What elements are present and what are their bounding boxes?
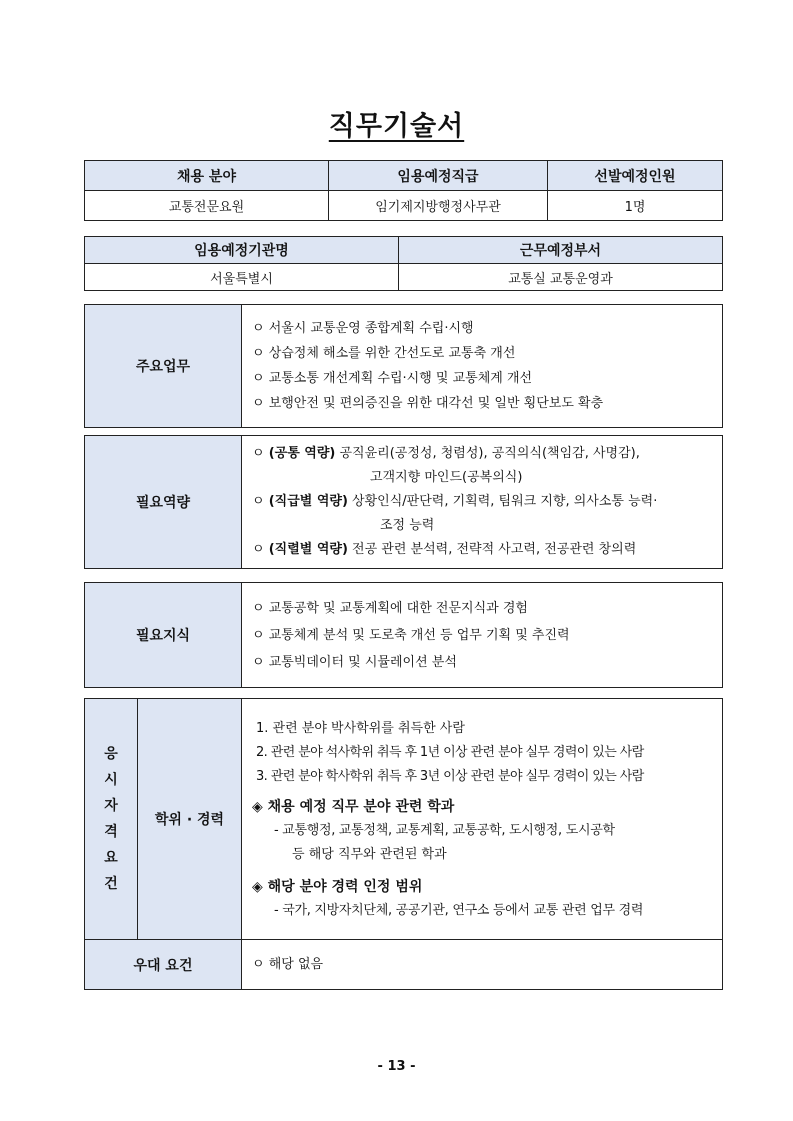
related-major-heading: ◈ 채용 예정 직무 분야 관련 학과 [252,799,455,815]
competency-content [242,436,723,569]
knowledge-label: 필요지식 [85,583,242,688]
recruit-table [84,160,723,221]
qualification-content [242,699,723,940]
preference-content [242,940,723,990]
document-title: 직무기술서 [328,111,465,142]
duties-label: 주요업무 [85,305,242,428]
duties-table [84,304,723,428]
list-item: ㅇ 교통공학 및 교통계획에 대한 전문지식과 경험 [252,600,528,616]
header-field: 채용 분야 [85,161,329,191]
knowledge-content [242,583,723,688]
list-item-continuation: 조정 능력 [380,518,435,533]
value-count: 1명 [548,191,723,221]
org-table [84,236,723,291]
preference-label: 우대 요건 [85,940,242,990]
competency-grade-heading: (직급별 역량) [268,494,348,509]
competency-label: 필요역량 [85,436,242,569]
list-item: 3. 관련 분야 학사학위 취득 후 3년 이상 관련 분야 실무 경력이 있는 사람 [256,769,644,784]
page-number: - 13 - [377,1059,416,1074]
list-item: ㅇ 교통소통 개선계획 수립·시행 및 교통체계 개선 [252,371,533,386]
value-department: 교통실 교통운영과 [399,264,723,291]
list-item: ㅇ (직급별 역량) 상황인식/판단력, 기획력, 팀워크 지향, 의사소통 능력· [252,494,658,509]
header-agency: 임용예정기관명 [85,237,399,264]
list-item: ㅇ 해당 없음 [252,957,324,972]
list-item-continuation: 등 해당 직무와 관련된 학과 [292,847,447,862]
value-agency: 서울특별시 [85,264,399,291]
competency-series-heading: (직렬별 역량) [268,542,348,557]
career-scope-heading: ◈ 해당 분야 경력 인정 범위 [252,879,423,895]
list-item: ㅇ 교통빅데이터 및 시뮬레이션 분석 [252,654,457,670]
value-field: 교통전문요원 [85,191,329,221]
list-item: - 국가, 지방자치단체, 공공기관, 연구소 등에서 교통 관련 업무 경력 [274,903,644,918]
list-item: - 교통행정, 교통정책, 교통계획, 교통공학, 도시행정, 도시공학 [274,823,615,838]
qualification-table [84,698,723,990]
competency-common-heading: (공통 역량) [268,446,336,461]
list-item: 1. 관련 분야 박사학위를 취득한 사람 [256,721,465,736]
list-item: ㅇ 보행안전 및 편의증진을 위한 대각선 및 일반 횡단보도 확충 [252,396,604,411]
header-grade: 임용예정직급 [329,161,548,191]
list-item-continuation: 고객지향 마인드(공복의식) [370,470,523,485]
value-grade: 임기제지방행정사무관 [329,191,548,221]
header-count: 선발예정인원 [548,161,723,191]
degree-career-label: 학위 · 경력 [138,699,242,940]
list-item: 2. 관련 분야 석사학위 취득 후 1년 이상 관련 분야 실무 경력이 있는 사람 [256,745,644,760]
list-item: ㅇ (공통 역량) 공직윤리(공정성, 청렴성), 공직의식(책임감, 사명감), [252,446,640,461]
knowledge-table [84,582,723,688]
qualification-vertical-label: 응 시 자 격 요 건 [85,699,138,940]
list-item: ㅇ 상습정체 해소를 위한 간선도로 교통축 개선 [252,346,516,361]
duties-content [242,305,723,428]
competency-table [84,435,723,569]
list-item: ㅇ 서울시 교통운영 종합계획 수립·시행 [252,321,474,336]
header-department: 근무예정부서 [399,237,723,264]
list-item: ㅇ 교통체계 분석 및 도로축 개선 등 업무 기획 및 추진력 [252,627,570,643]
list-item: ㅇ (직렬별 역량) 전공 관련 분석력, 전략적 사고력, 전공관련 창의력 [252,542,637,557]
